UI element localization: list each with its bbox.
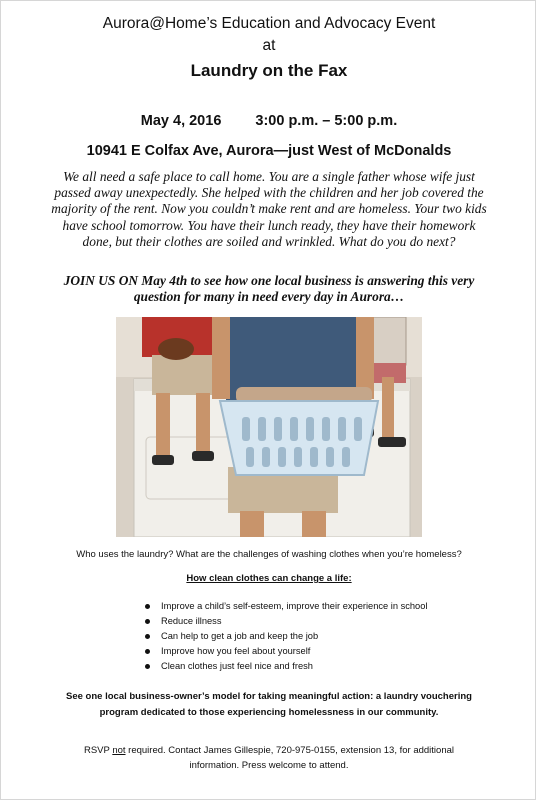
list-item-text: Clean clothes just feel nice and fresh xyxy=(161,661,313,671)
event-title: Laundry on the Fax xyxy=(190,61,348,80)
story-line: passed away unexpectedly. She helped with the children and her job covered the xyxy=(54,185,484,201)
story-line: done, but their clothes are soiled and wrinkled. What do you do next? xyxy=(82,233,456,249)
list-item xyxy=(143,614,503,629)
rsvp-rest: required. Contact James Gillespie, 720-975-0155, extension 13, for additional xyxy=(125,745,455,756)
laundry-photo xyxy=(116,317,422,537)
event-address: 10941 E Colfax Ave, Aurora—just West of McDonalds xyxy=(86,143,452,159)
laundry-question: Who uses the laundry? What are the challenges of washing clothes when you’re homeless? xyxy=(76,549,462,560)
rsvp-prefix: RSVP xyxy=(83,745,113,756)
list-item xyxy=(143,659,503,674)
join-line: JOIN US ON May 4th to see how one local business is answering this very xyxy=(63,273,475,288)
benefits-list xyxy=(143,599,503,674)
benefits-heading: How clean clothes can change a life: xyxy=(186,573,352,584)
bullet-icon xyxy=(145,664,150,669)
laundry-photo-illustration xyxy=(116,317,422,537)
story-line: We all need a safe place to call home. You are a single father whose wife just xyxy=(63,169,475,184)
list-item xyxy=(143,629,503,644)
event-date: May 4, 2016 xyxy=(140,113,222,129)
list-item-text: Reduce illness xyxy=(161,616,222,626)
business-model-text xyxy=(61,689,477,721)
rsvp-not: not xyxy=(112,745,126,756)
rsvp-line: information. Press welcome to attend. xyxy=(189,760,349,771)
story-line: have school tomorrow. You have their lunch ready, they have their homework xyxy=(62,217,476,233)
date-time-line xyxy=(1,113,536,129)
list-item xyxy=(143,599,503,614)
organizer-heading: Aurora@Home’s Education and Advocacy Event xyxy=(102,15,436,32)
model-line: program dedicated to those experiencing homelessness in our community. xyxy=(99,707,439,718)
list-item-text: Can help to get a job and keep the job xyxy=(161,631,319,641)
story-paragraph xyxy=(29,169,509,250)
list-item-text: Improve how you feel about yourself xyxy=(161,646,311,656)
join-us-callout xyxy=(29,273,509,305)
list-item xyxy=(143,644,503,659)
join-line: question for many in need every day in Aurora… xyxy=(133,289,405,305)
story-line: majority of the rent. Now you couldn’t make rent and are homeless. Your two kids xyxy=(51,201,487,217)
bullet-icon xyxy=(145,619,150,624)
rsvp-line xyxy=(61,743,477,758)
bullet-icon xyxy=(145,634,150,639)
model-line: See one local business-owner’s model for taking meaningful action: a laundry vouchering xyxy=(66,691,472,702)
list-item-text: Improve a child’s self-esteem, improve their experience in school xyxy=(161,601,428,611)
bullet-icon xyxy=(145,649,150,654)
event-time: 3:00 p.m. – 5:00 p.m. xyxy=(255,113,398,129)
bullet-icon xyxy=(145,604,150,609)
at-text: at xyxy=(262,37,276,54)
rsvp-text xyxy=(61,743,477,773)
